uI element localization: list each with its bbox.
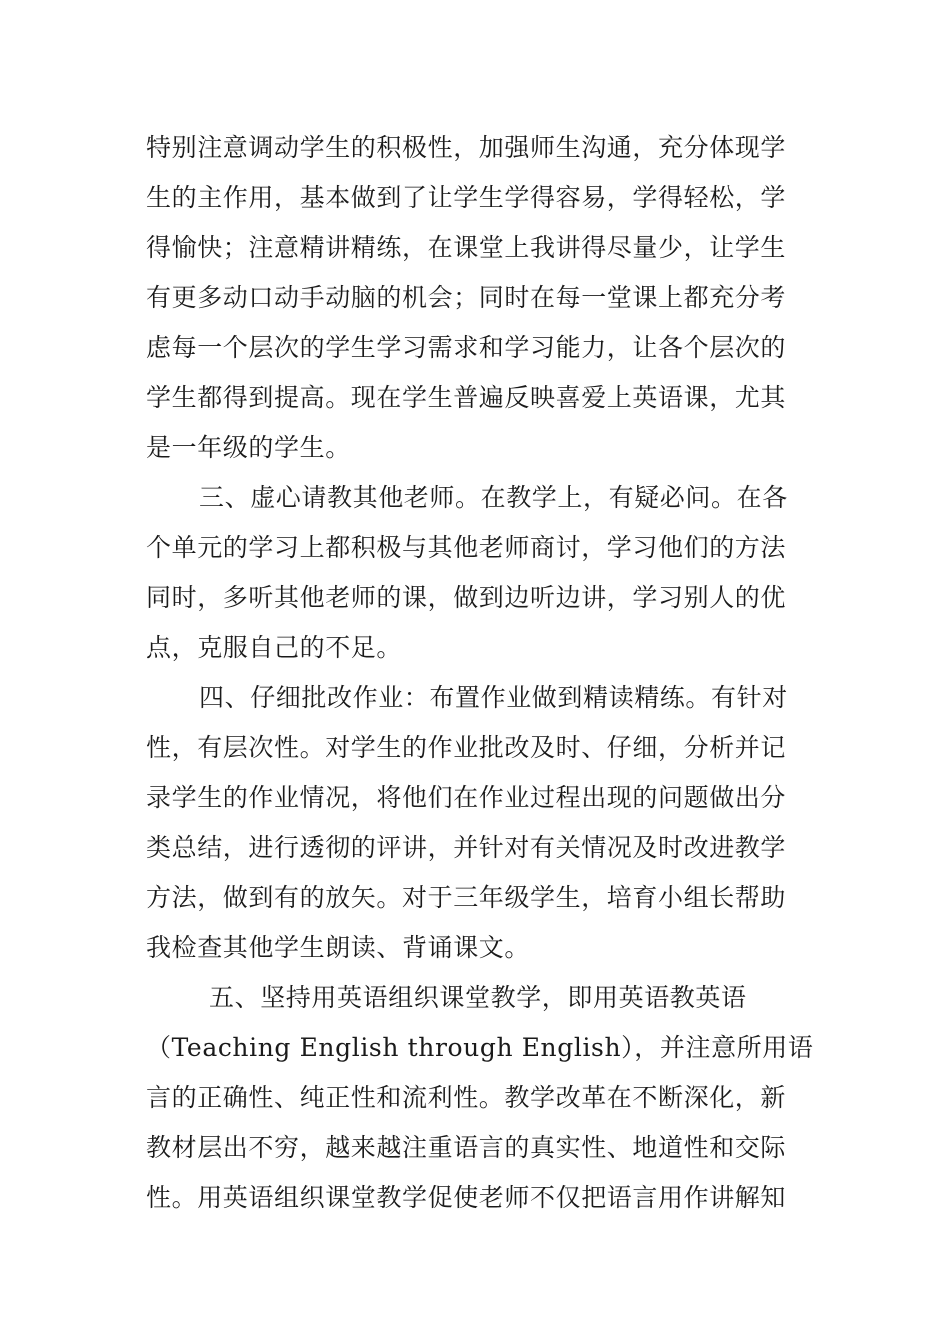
- paragraph-start-line: 三、虚心请教其他老师。在教学上，有疑必问。在各: [199, 483, 788, 512]
- paragraph-start-line: 四、仔细批改作业：布置作业做到精读精练。有针对: [199, 683, 788, 712]
- text-line: 点，克服自己的不足。: [146, 633, 403, 662]
- text-line: （Teaching English through English），并注意所用语: [146, 1033, 814, 1062]
- text-line: 个单元的学习上都积极与其他老师商讨，学习他们的方法: [146, 533, 787, 562]
- text-line: 我检查其他学生朗读、背诵课文。: [146, 933, 531, 962]
- text-line: 得愉快；注意精讲精练，在课堂上我讲得尽量少，让学生: [146, 233, 787, 262]
- text-line: 方法，做到有的放矢。对于三年级学生，培育小组长帮助: [146, 883, 787, 912]
- text-line: 虑每一个层次的学生学习需求和学习能力，让各个层次的: [146, 333, 787, 362]
- text-line: 性，有层次性。对学生的作业批改及时、仔细，分析并记: [146, 733, 787, 762]
- text-line: 类总结，进行透彻的评讲，并针对有关情况及时改进教学: [146, 833, 787, 862]
- text-line: 特别注意调动学生的积极性，加强师生沟通，充分体现学: [146, 133, 787, 162]
- text-line: 生的主作用，基本做到了让学生学得容易，学得轻松，学: [146, 183, 787, 212]
- text-line: 录学生的作业情况，将他们在作业过程出现的问题做出分: [146, 783, 787, 812]
- text-line: 有更多动口动手动脑的机会；同时在每一堂课上都充分考: [146, 283, 787, 312]
- text-line: 性。用英语组织课堂教学促使老师不仅把语言用作讲解知: [146, 1183, 787, 1212]
- text-line: 言的正确性、纯正性和流利性。教学改革在不断深化，新: [146, 1083, 787, 1112]
- text-line: 学生都得到提高。现在学生普遍反映喜爱上英语课，尤其: [146, 383, 787, 412]
- text-line: 教材层出不穷，越来越注重语言的真实性、地道性和交际: [146, 1133, 787, 1162]
- text-line: 是一年级的学生。: [146, 433, 351, 462]
- paragraph-start-line: 五、坚持用英语组织课堂教学，即用英语教英语: [209, 983, 747, 1012]
- text-line: 同时，多听其他老师的课，做到边听边讲，学习别人的优: [146, 583, 787, 612]
